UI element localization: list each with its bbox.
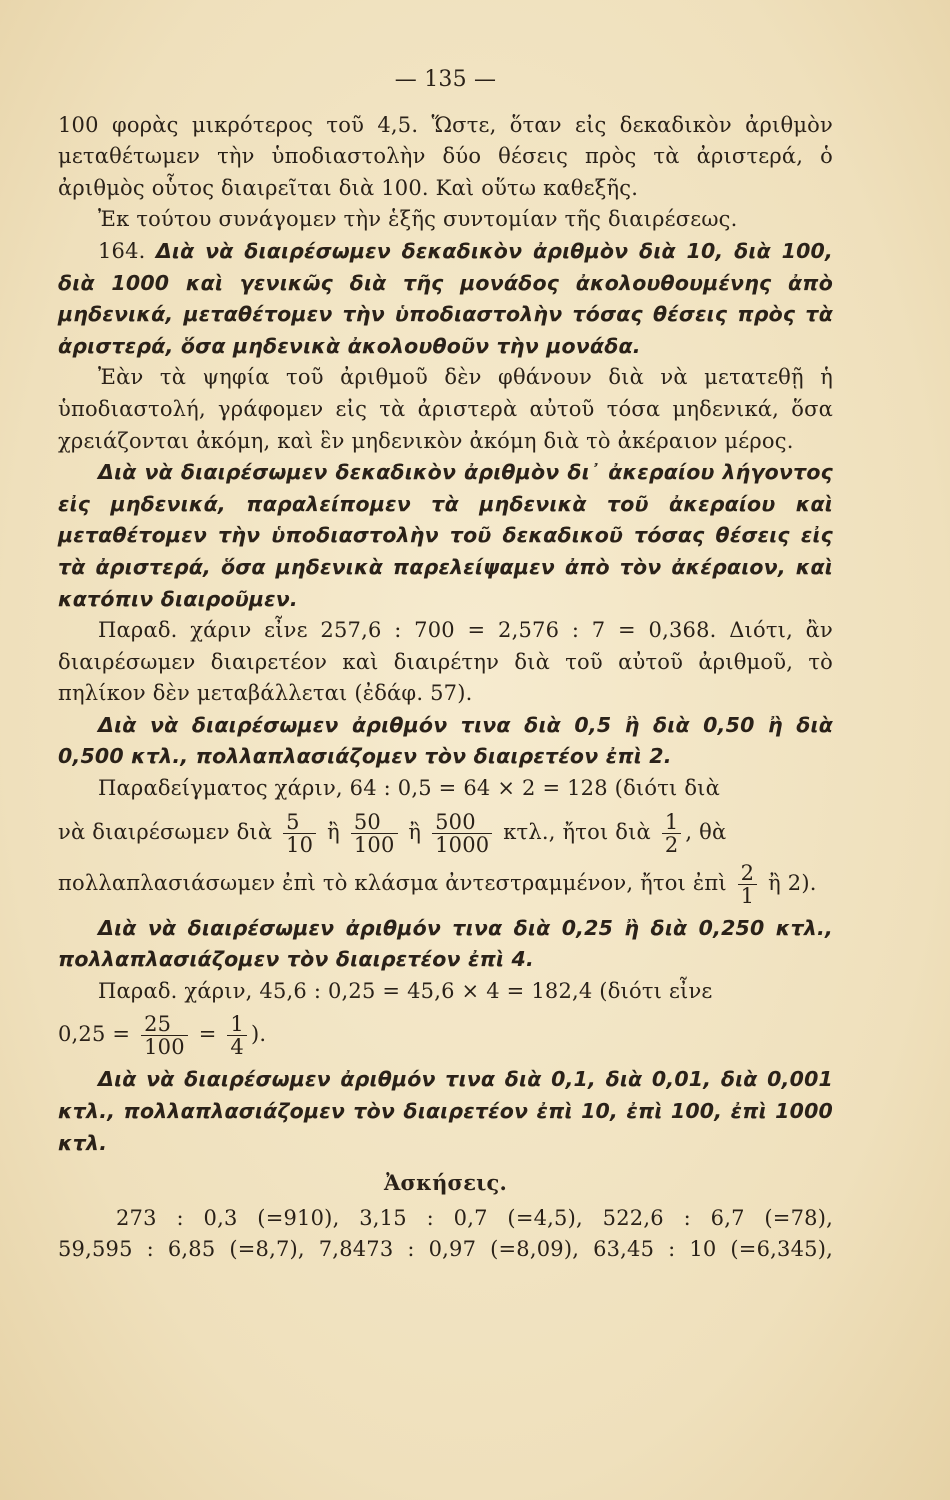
example-text: , θὰ: [685, 819, 727, 844]
fraction: [738, 862, 758, 907]
or-word: ἢ: [327, 819, 340, 844]
example-text: ).: [250, 1022, 267, 1047]
numerator: 25: [144, 1012, 172, 1037]
example-text: 0,25 =: [58, 1022, 131, 1047]
fraction: [227, 1013, 247, 1058]
example-text: ἢ 2).: [768, 870, 817, 895]
or-word: ἢ: [408, 819, 422, 844]
fraction: [662, 811, 682, 856]
fraction: [432, 811, 492, 856]
rule-integer-zeros: Διὰ νὰ διαιρέσωμεν δεκαδικὸν ἀριθμὸν δι᾽ ἀκεραίου λήγοντος εἰς μηδενικά, παραλείπομεν τὰ μηδενικὰ τοῦ ἀκεραίου καὶ μεταθέτομεν τὴν ὑποδιαστολὴν τοῦ δεκαδικοῦ τόσας θέσεις εἰς τὰ ἀριστερά, ὅσα μηδενικὰ παρελείψαμεν ἀπὸ τὸν ἀκέραιον, καὶ κατόπιν διαιροῦμεν.: [58, 460, 833, 611]
numerator: 50: [353, 809, 381, 834]
denominator: 1000: [432, 833, 492, 856]
exercises-line-1: 273 : 0,3 (=910), 3,15 : 0,7 (=4,5), 522,6 : 6,7 (=78),: [116, 1205, 833, 1230]
example-half-line3: [58, 862, 833, 907]
paragraph-zeros: Ἐὰν τὰ ψηφία τοῦ ἀριθμοῦ δὲν φθάνουν διὰ νὰ μετατεθῇ ἡ ὑποδιαστολή, γράφομεν εἰς τὰ ἀριστερὰ αὐτοῦ τόσα μηδενικά, ὅσα χρειάζονται ἀκόμη, καὶ ἓν μηδενικὸν ἀκόμη διὰ τὸ ἀκέραιον μέρος.: [58, 365, 833, 453]
denominator: 4: [227, 1035, 247, 1058]
equals-sign: =: [198, 1022, 217, 1047]
exercises-heading: Ἀσκήσεις.: [383, 1170, 508, 1196]
fraction: [351, 811, 398, 856]
example-half-line1: Παραδείγματος χάριν, 64 : 0,5 = 64 × 2 = 128 (διότι διὰ: [98, 776, 720, 801]
example-quarter-line2: [58, 1013, 833, 1058]
paragraph-conclusion: Ἐκ τούτου συνάγομεν τὴν ἑξῆς συντομίαν τῆς διαιρέσεως.: [98, 207, 738, 232]
rule-divide-by-half: Διὰ νὰ διαιρέσωμεν ἀριθμόν τινα διὰ 0,5 ἢ διὰ 0,50 ἢ διὰ 0,500 κτλ., πολλαπλασιάζομεν τὸν διαιρετέον ἐπὶ 2.: [58, 712, 833, 769]
denominator: 1: [738, 884, 758, 907]
fraction: [283, 811, 316, 856]
numerator: 2: [740, 860, 755, 885]
example-half-line2: [58, 811, 833, 856]
example-text: κτλ., ἤτοι διὰ: [503, 819, 651, 844]
example-quarter: [58, 976, 833, 1059]
exercises-line-2: 59,595 : 6,85 (=8,7), 7,8473 : 0,97 (=8,09), 63,45 : 10 (=6,345),: [58, 1237, 833, 1262]
example-text: νὰ διαιρέσωμεν διὰ: [58, 819, 273, 844]
example-half: [58, 773, 833, 907]
denominator: 2: [662, 833, 682, 856]
rule-divide-by-quarter: Διὰ νὰ διαιρέσωμεν ἀριθμόν τινα διὰ 0,25 ἢ διὰ 0,250 κτλ., πολλαπλασιάζομεν τὸν διαιρετέον ἐπὶ 4.: [58, 915, 833, 972]
numerator: 500: [435, 809, 476, 834]
rule-divide-by-tenth: Διὰ νὰ διαιρέσωμεν ἀριθμόν τινα διὰ 0,1, διὰ 0,01, διὰ 0,001 κτλ., πολλαπλασιάζομεν τὸν διαιρετέον ἐπὶ 10, ἐπὶ 100, ἐπὶ 1000 κτλ.: [58, 1067, 833, 1155]
section-number: 164.: [98, 238, 146, 263]
fraction: [141, 1013, 188, 1058]
paragraph-continuation: 100 φορὰς μικρότερος τοῦ 4,5. Ὥστε, ὅταν εἰς δεκαδικὸν ἀριθμὸν μεταθέτωμεν τὴν ὑποδιαστολὴν δύο θέσεις πρὸς τὰ ἀριστερά, ὁ ἀριθμὸς οὗτος διαιρεῖται διὰ 100. Καὶ οὕτω καθεξῆς.: [58, 112, 833, 200]
numerator: 1: [664, 809, 679, 834]
example-division: Παραδ. χάριν εἶνε 257,6 : 700 = 2,576 : 7 = 0,368. Διότι, ἂν διαιρέσωμεν διαιρετέον καὶ διαιρέτην διὰ τοῦ αὐτοῦ ἀριθμοῦ, τὸ πηλίκον δὲν μεταβάλλεται (ἐδάφ. 57).: [58, 618, 833, 706]
denominator: 100: [141, 1035, 188, 1058]
rule-164-text: Διὰ νὰ διαιρέσωμεν δεκαδικὸν ἀριθμὸν διὰ 10, διὰ 100, διὰ 1000 καὶ γενικῶς διὰ τῆς μονάδος ἀκολουθουμένης ἀπὸ μηδενικά, μεταθέτομεν τὴν ὑποδιαστολὴν τόσας θέσεις πρὸς τὰ ἀριστερά, ὅσα μηδενικὰ ἀκολουθοῦν τὴν μονάδα.: [58, 238, 833, 358]
rule-164: [58, 236, 833, 362]
page-number: — 135 —: [394, 67, 497, 92]
denominator: 10: [283, 833, 316, 856]
example-quarter-line1: Παραδ. χάριν, 45,6 : 0,25 = 45,6 × 4 = 182,4 (διότι εἶνε: [98, 978, 713, 1003]
text-column: [58, 64, 833, 1266]
numerator: 1: [230, 1012, 244, 1037]
numerator: 5: [286, 809, 300, 834]
example-text: πολλαπλασιάσωμεν ἐπὶ τὸ κλάσμα ἀντεστραμμένον, ἤτοι ἐπὶ: [58, 870, 727, 895]
denominator: 100: [351, 833, 398, 856]
